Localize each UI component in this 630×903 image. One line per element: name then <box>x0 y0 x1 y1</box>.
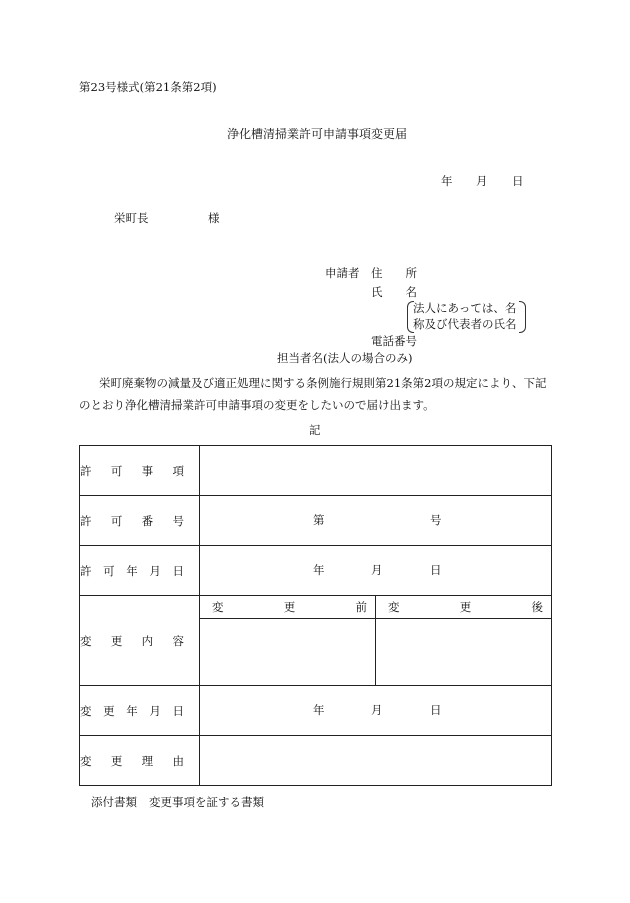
applicant-address-label: 住 所 <box>371 266 417 280</box>
permit-number-field[interactable]: 第 号 <box>200 496 552 546</box>
applicant-label: 申請者 <box>325 266 360 280</box>
row-label-permit-item: 許 可 事 項 <box>80 446 200 496</box>
row-label-permit-number: 許 可 番 号 <box>80 496 200 546</box>
date-day: 日 <box>512 174 524 188</box>
permit-item-field[interactable] <box>200 446 552 496</box>
row-label-permit-date: 許 可 年 月 日 <box>80 546 200 596</box>
right-bracket <box>519 301 526 333</box>
table-row <box>80 596 552 686</box>
table-row <box>80 446 552 496</box>
date-month: 月 <box>476 174 488 188</box>
addressee-name: 栄町長 <box>114 211 149 225</box>
row-label-change-date: 変 更 年 月 日 <box>80 686 200 736</box>
applicant-name-label: 氏 名 <box>371 285 417 299</box>
before-change-header: 変 更 前 <box>212 600 367 614</box>
attachment-value: 変更事項を証する書類 <box>149 795 264 809</box>
document-title: 浄化槽清掃業許可申請事項変更届 <box>227 127 408 141</box>
change-date-field[interactable]: 年 月 日 <box>200 686 552 736</box>
corporate-note-line2: 称及び代表者の氏名 <box>413 317 517 331</box>
before-change-field[interactable] <box>200 619 375 685</box>
change-details-cell <box>200 596 552 686</box>
attachment-label: 添付書類 <box>91 795 137 809</box>
body-text-line2: のとおり浄化槽清掃業許可申請事項の変更をしたいので届け出ます。 <box>79 398 435 412</box>
after-change-field[interactable] <box>375 619 551 685</box>
ki-heading: 記 <box>309 423 321 437</box>
corporate-note-line1: 法人にあっては、名 <box>413 301 517 315</box>
table-row <box>80 546 552 596</box>
contact-person-label: 担当者名(法人の場合のみ) <box>277 351 413 365</box>
addressee-honorific: 様 <box>208 211 220 225</box>
date-year: 年 <box>441 174 453 188</box>
body-text-line1: 栄町廃棄物の減量及び適正処理に関する条例施行規則第21条第2項の規定により、下記 <box>99 376 547 390</box>
table-row <box>80 686 552 736</box>
after-change-header: 変 更 後 <box>375 596 551 618</box>
applicant-phone-label: 電話番号 <box>371 334 417 348</box>
row-label-change-details: 変 更 内 容 <box>80 596 200 686</box>
table-row <box>80 736 552 786</box>
form-number: 第23号様式(第21条第2項) <box>79 80 217 94</box>
change-reason-field[interactable] <box>200 736 552 786</box>
form-table <box>79 445 552 786</box>
permit-date-field[interactable]: 年 月 日 <box>200 546 552 596</box>
row-label-change-reason: 変 更 理 由 <box>80 736 200 786</box>
corporate-note-bracket <box>407 301 526 333</box>
table-row <box>80 496 552 546</box>
